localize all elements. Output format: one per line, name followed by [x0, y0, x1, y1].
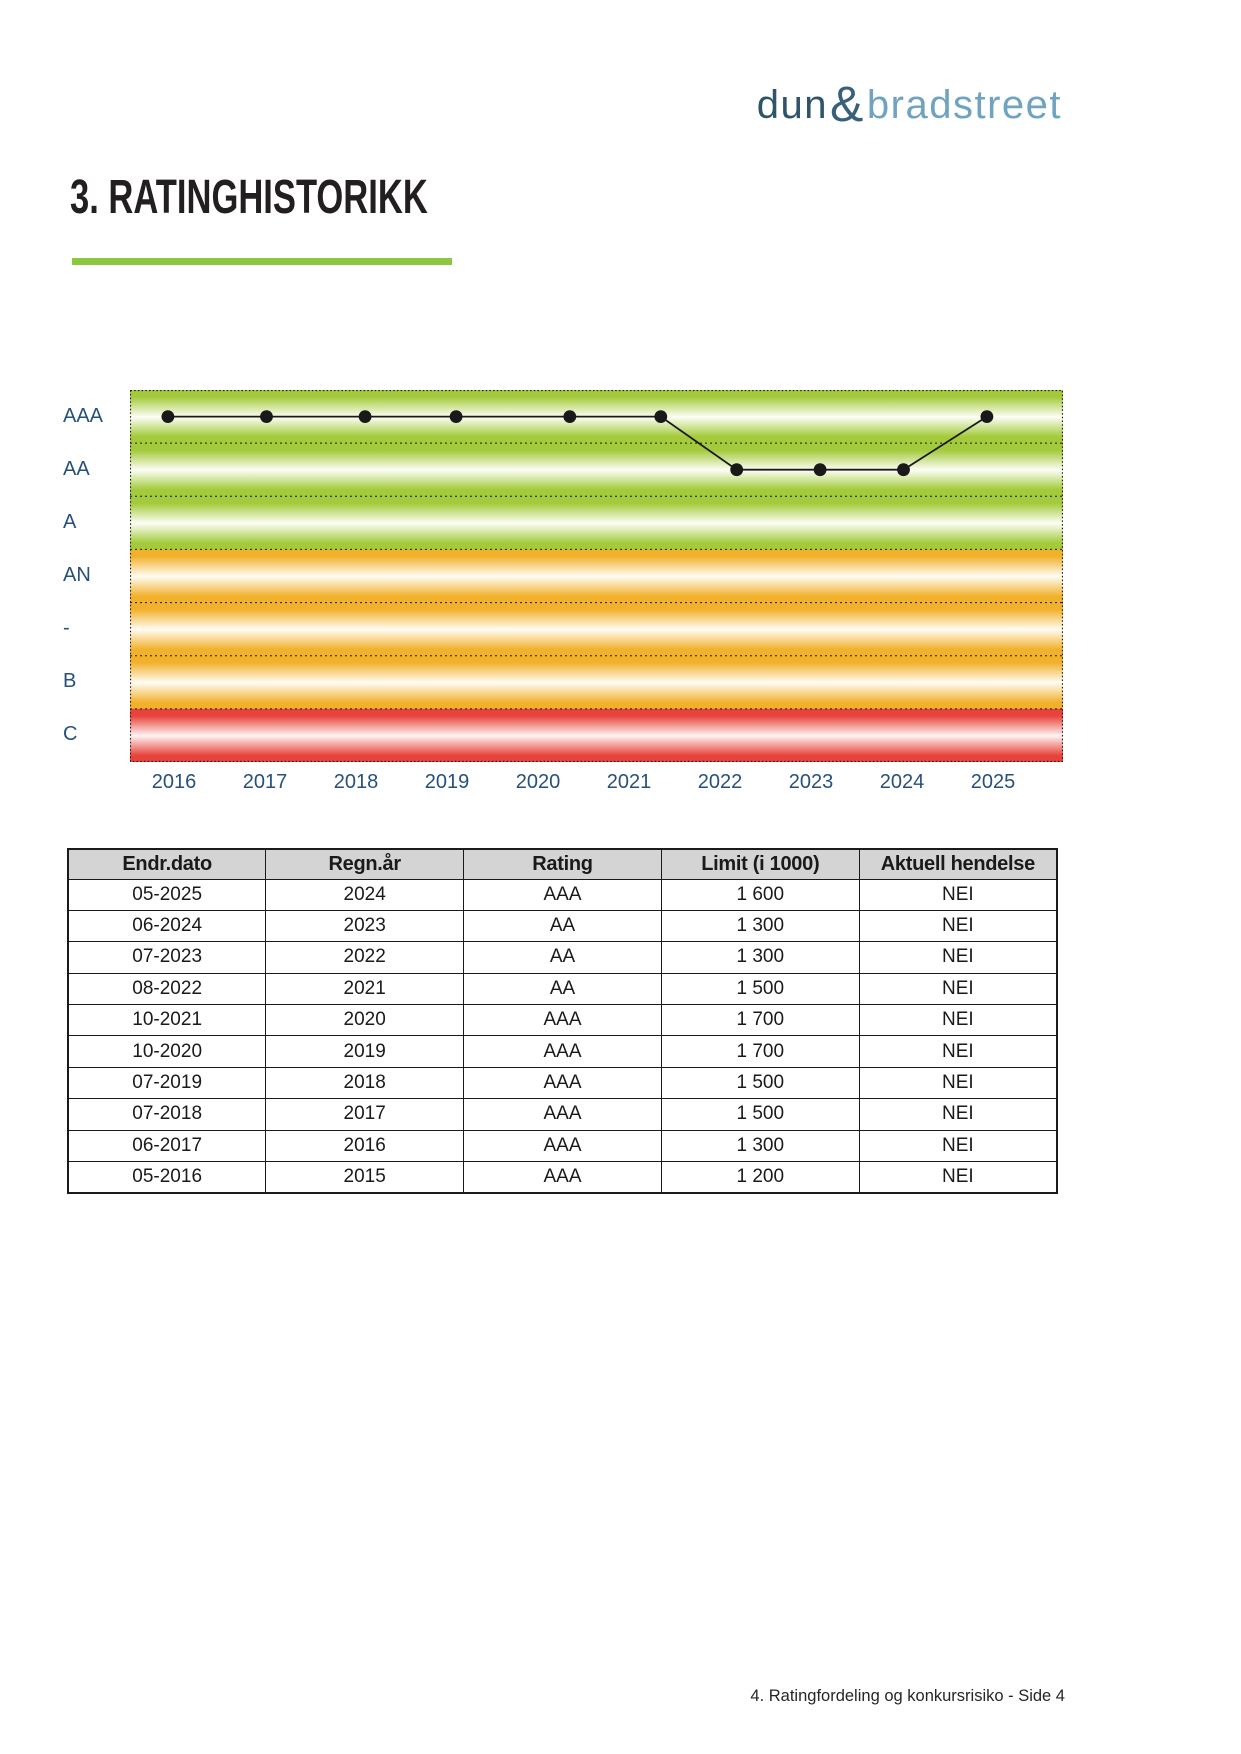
x-axis-label-2022: 2022: [697, 771, 743, 793]
table-cell: AAA: [464, 1067, 662, 1098]
table-header-cell: Rating: [464, 849, 662, 879]
table-cell: 1 700: [661, 1036, 859, 1067]
table-cell: 06-2017: [68, 1130, 266, 1161]
rating-point-08-2022: [730, 463, 743, 476]
table-cell: NEI: [859, 910, 1057, 941]
table-cell: 10-2020: [68, 1036, 266, 1067]
table-cell: 06-2024: [68, 910, 266, 941]
rating-point-06-2017: [260, 410, 273, 423]
table-cell: 1 500: [661, 1067, 859, 1098]
table-cell: NEI: [859, 1036, 1057, 1067]
table-row: [68, 879, 1057, 910]
table-cell: NEI: [859, 1099, 1057, 1130]
rating-band-A: [130, 496, 1063, 550]
y-axis-label-C: C: [63, 723, 78, 746]
y-axis-label-B: B: [63, 670, 77, 693]
page-footer: 4. Ratingfordeling og konkursrisiko - Side 4: [750, 1687, 1065, 1705]
x-axis-label-2020: 2020: [515, 771, 561, 793]
table-cell: AA: [464, 910, 662, 941]
table-row: [68, 1099, 1057, 1130]
rating-point-05-2025: [981, 410, 994, 423]
rating-band-B: [130, 656, 1063, 710]
x-axis-label-2018: 2018: [333, 771, 379, 793]
table-row: [68, 973, 1057, 1004]
table-cell: AAA: [464, 1130, 662, 1161]
rating-band-AN: [130, 549, 1063, 603]
table-row: [68, 1130, 1057, 1161]
table-row: [68, 1067, 1057, 1098]
rating-point-07-2023: [814, 463, 827, 476]
table-header: [68, 849, 1057, 879]
table-cell: NEI: [859, 942, 1057, 973]
rating-point-07-2019: [450, 410, 463, 423]
table-cell: 2017: [266, 1099, 464, 1130]
x-axis-label-2017: 2017: [242, 771, 288, 793]
table-header-cell: Regn.år: [266, 849, 464, 879]
table-cell: 2021: [266, 973, 464, 1004]
table-cell: 1 300: [661, 910, 859, 941]
table-cell: NEI: [859, 1130, 1057, 1161]
y-axis-label--: -: [63, 617, 70, 640]
table-cell: 07-2023: [68, 942, 266, 973]
rating-point-06-2024: [897, 463, 910, 476]
x-axis-label-2023: 2023: [788, 771, 834, 793]
rating-history-chart: [130, 390, 1063, 762]
table-cell: AAA: [464, 1005, 662, 1036]
rating-point-05-2016: [162, 410, 175, 423]
rating-point-10-2021: [654, 410, 667, 423]
table-header-cell: Endr.dato: [68, 849, 266, 879]
table-cell: 2019: [266, 1036, 464, 1067]
table-cell: 1 500: [661, 1099, 859, 1130]
table-cell: 1 300: [661, 942, 859, 973]
table-cell: 07-2018: [68, 1099, 266, 1130]
table-cell: 05-2025: [68, 879, 266, 910]
rating-point-07-2018: [359, 410, 372, 423]
y-axis-label-AA: AA: [63, 457, 90, 480]
table-cell: 2020: [266, 1005, 464, 1036]
table-cell: 2018: [266, 1067, 464, 1098]
table-cell: NEI: [859, 1067, 1057, 1098]
page-title: 3. RATINGHISTORIKK: [70, 171, 428, 224]
table-cell: AAA: [464, 1162, 662, 1193]
table-cell: 1 600: [661, 879, 859, 910]
x-axis-label-2016: 2016: [151, 771, 197, 793]
table-body: [68, 879, 1057, 1193]
table-cell: 2016: [266, 1130, 464, 1161]
table-row: [68, 1005, 1057, 1036]
table-cell: NEI: [859, 1005, 1057, 1036]
table-cell: 1 300: [661, 1130, 859, 1161]
table-header-cell: Aktuell hendelse: [859, 849, 1057, 879]
table-cell: AAA: [464, 1036, 662, 1067]
table-cell: NEI: [859, 879, 1057, 910]
table-cell: 2015: [266, 1162, 464, 1193]
rating-point-10-2020: [563, 410, 576, 423]
table-cell: 1 700: [661, 1005, 859, 1036]
table-cell: AA: [464, 973, 662, 1004]
rating-band--: [130, 603, 1063, 657]
table-row: [68, 1162, 1057, 1193]
y-axis-label-AN: AN: [63, 564, 91, 586]
x-axis-label-2021: 2021: [606, 771, 652, 793]
y-axis-label-A: A: [63, 510, 77, 533]
table-cell: 1 200: [661, 1162, 859, 1193]
x-axis-label-2025: 2025: [970, 771, 1016, 793]
table-cell: AAA: [464, 879, 662, 910]
table-cell: 10-2021: [68, 1005, 266, 1036]
table-cell: 2024: [266, 879, 464, 910]
table-header-row: [68, 849, 1057, 879]
rating-band-C: [130, 709, 1063, 762]
table-cell: AA: [464, 942, 662, 973]
table-header-cell: Limit (i 1000): [661, 849, 859, 879]
table-cell: AAA: [464, 1099, 662, 1130]
table-cell: NEI: [859, 1162, 1057, 1193]
table-cell: 07-2019: [68, 1067, 266, 1098]
rating-band-AA: [130, 443, 1063, 497]
logo-text-dun: dun: [756, 83, 829, 127]
table-row: [68, 1036, 1057, 1067]
x-axis-label-2024: 2024: [879, 771, 925, 793]
logo-text-bradstreet: bradstreet: [866, 83, 1062, 127]
x-axis-label-2019: 2019: [424, 771, 470, 793]
table-row: [68, 910, 1057, 941]
table-row: [68, 942, 1057, 973]
title-underline: [72, 258, 452, 265]
rating-history-table: [67, 848, 1058, 1194]
table-cell: 2023: [266, 910, 464, 941]
table-cell: 1 500: [661, 973, 859, 1004]
table-cell: NEI: [859, 973, 1057, 1004]
table-cell: 05-2016: [68, 1162, 266, 1193]
y-axis-label-AAA: AAA: [63, 404, 104, 427]
dun-bradstreet-logo: [757, 72, 1062, 130]
table-cell: 2022: [266, 942, 464, 973]
table-cell: 08-2022: [68, 973, 266, 1004]
logo-ampersand-icon: &: [830, 76, 865, 132]
